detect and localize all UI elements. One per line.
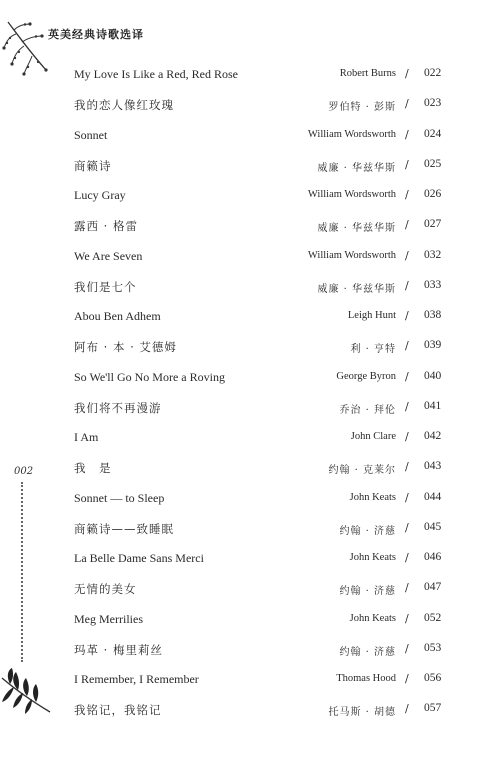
- toc-entry-author: Thomas Hood: [336, 673, 396, 684]
- toc-entry-page: 045: [424, 520, 442, 533]
- toc-entry[interactable]: [0, 63, 500, 87]
- toc-entry-title: 露西 · 格雷: [74, 219, 138, 234]
- toc-separator: /: [405, 339, 409, 353]
- toc-entry-title: La Belle Dame Sans Merci: [74, 551, 204, 565]
- toc-entry-page: 032: [424, 248, 442, 261]
- toc-entry-author: Leigh Hunt: [347, 310, 396, 321]
- toc-entry[interactable]: [0, 668, 500, 692]
- toc-entry-title: 我 是: [74, 461, 112, 476]
- toc-separator: /: [405, 490, 409, 504]
- toc-entry-title: 我铭记，我铭记: [74, 703, 162, 718]
- toc-entry[interactable]: [0, 577, 500, 601]
- toc-entry-author: William Wordsworth: [307, 189, 396, 200]
- toc-entry[interactable]: [0, 154, 500, 178]
- toc-entry-author: 约翰 · 克莱尔: [328, 465, 396, 477]
- toc-entry[interactable]: [0, 698, 500, 722]
- toc-entry-author: 约翰 · 济慈: [339, 586, 396, 598]
- toc-entry[interactable]: [0, 487, 500, 511]
- toc-separator: /: [405, 67, 409, 80]
- toc-entry-page: 040: [424, 369, 442, 382]
- toc-entry[interactable]: [0, 245, 500, 269]
- toc-entry-author: 约翰 · 济慈: [339, 646, 396, 658]
- toc-separator: /: [405, 309, 409, 322]
- toc-separator: /: [405, 641, 409, 655]
- toc-entry-title: 阿布 · 本 · 艾德姆: [74, 340, 177, 355]
- toc-entry-author: William Wordsworth: [307, 128, 396, 140]
- toc-entry-page: 044: [424, 490, 442, 503]
- toc-entry-author: William Wordsworth: [307, 249, 396, 261]
- toc-entry-title: My Love Is Like a Red, Red Rose: [74, 67, 238, 81]
- toc-entry-title: I Remember, I Remember: [74, 672, 199, 686]
- toc-entry[interactable]: [0, 608, 500, 632]
- toc-separator: /: [405, 460, 409, 474]
- toc-entry-page: 046: [424, 551, 442, 563]
- toc-separator: /: [405, 520, 409, 534]
- toc-entry-page: 024: [424, 127, 442, 140]
- toc-entry-page: 038: [424, 309, 442, 321]
- toc-entry[interactable]: [0, 366, 500, 390]
- toc-entry[interactable]: [0, 184, 500, 208]
- toc-separator: /: [405, 97, 409, 111]
- toc-separator: /: [405, 702, 409, 716]
- toc-entry-title: So We'll Go No More a Roving: [74, 369, 225, 384]
- toc-entry[interactable]: [0, 275, 500, 299]
- toc-entry-author: John Clare: [350, 431, 396, 442]
- toc-entry-title: 我们将不再漫游: [74, 400, 162, 415]
- toc-entry-author: 乔治 · 拜伦: [339, 404, 396, 416]
- toc-entry-author: 托马斯 · 胡德: [328, 707, 396, 719]
- toc-entry[interactable]: [0, 335, 500, 359]
- toc-entry-author: John Keats: [349, 612, 396, 624]
- toc-entry[interactable]: [0, 124, 500, 148]
- toc-entry-page: 025: [424, 157, 442, 170]
- toc-separator: /: [405, 551, 409, 564]
- toc-entry-title: 商籁诗——致睡眠: [74, 521, 174, 536]
- toc-entry-title: Abou Ben Adhem: [74, 309, 161, 323]
- toc-separator: /: [405, 430, 409, 443]
- toc-separator: /: [405, 157, 409, 171]
- toc-separator: /: [405, 611, 409, 625]
- toc-entry-title: Sonnet — to Sleep: [74, 490, 165, 505]
- toc-separator: /: [405, 399, 409, 413]
- toc-entry-author: 威廉 · 华兹华斯: [317, 283, 396, 295]
- toc-entry-page: 027: [424, 218, 442, 231]
- toc-entry[interactable]: [0, 396, 500, 420]
- toc-separator: /: [405, 581, 409, 595]
- toc-entry-author: George Byron: [336, 370, 396, 382]
- toc-entry-title: 玛革 · 梅里莉丝: [74, 642, 163, 657]
- toc-entry-author: John Keats: [349, 491, 396, 503]
- toc-entry-page: 057: [424, 702, 442, 715]
- toc-entry-title: Lucy Gray: [74, 188, 126, 202]
- book-title: 英美经典诗歌选译: [48, 28, 144, 41]
- toc-entry[interactable]: [0, 305, 500, 329]
- toc-entry-author: 威廉 · 华兹华斯: [317, 162, 396, 174]
- toc-entry-title: Meg Merrilies: [74, 611, 143, 626]
- toc-separator: /: [405, 672, 409, 685]
- toc-entry[interactable]: [0, 638, 500, 662]
- toc-separator: /: [405, 218, 409, 232]
- toc-entry[interactable]: [0, 517, 500, 541]
- page-number: 002: [14, 466, 34, 477]
- toc-separator: /: [405, 369, 409, 383]
- toc-entry-author: 利 · 亨特: [350, 344, 396, 356]
- toc-entry[interactable]: [0, 547, 500, 571]
- toc-entry-page: 052: [424, 611, 442, 624]
- toc-separator: /: [405, 248, 409, 262]
- toc-entry-page: 033: [424, 278, 442, 291]
- toc-entry-page: 042: [424, 430, 442, 442]
- toc-entry-page: 039: [424, 339, 442, 352]
- toc-entry-page: 056: [424, 672, 442, 684]
- toc-entry-title: 商籁诗: [74, 158, 112, 173]
- toc-entry-page: 023: [424, 97, 442, 110]
- toc-entry-page: 043: [424, 460, 442, 473]
- toc-entry[interactable]: [0, 426, 500, 450]
- toc-separator: /: [405, 127, 409, 141]
- toc-separator: /: [405, 278, 409, 292]
- toc-entry-title: We Are Seven: [74, 248, 143, 263]
- toc-entry-page: 053: [424, 641, 442, 654]
- toc-entry-page: 026: [424, 188, 442, 200]
- toc-entry[interactable]: [0, 456, 500, 480]
- toc-entry-page: 041: [424, 399, 442, 412]
- toc-entry-author: 威廉 · 华兹华斯: [317, 223, 396, 235]
- toc-entry-title: 无情的美女: [74, 582, 137, 597]
- toc-entry-title: 我们是七个: [74, 279, 137, 294]
- toc-separator: /: [405, 188, 409, 201]
- toc-entry-page: 047: [424, 581, 442, 594]
- toc-entry-title: 我的恋人像红玫瑰: [74, 98, 174, 113]
- toc-entry-title: I Am: [74, 430, 99, 444]
- toc-entry[interactable]: [0, 93, 500, 117]
- toc-entry[interactable]: [0, 214, 500, 238]
- toc-entry-author: John Keats: [349, 552, 396, 563]
- toc-entry-page: 022: [424, 67, 442, 79]
- toc-entry-title: Sonnet: [74, 127, 108, 142]
- toc-entry-author: 罗伯特 · 彭斯: [328, 102, 396, 114]
- toc-entry-author: Robert Burns: [339, 68, 396, 79]
- toc-entry-author: 约翰 · 济慈: [339, 525, 396, 537]
